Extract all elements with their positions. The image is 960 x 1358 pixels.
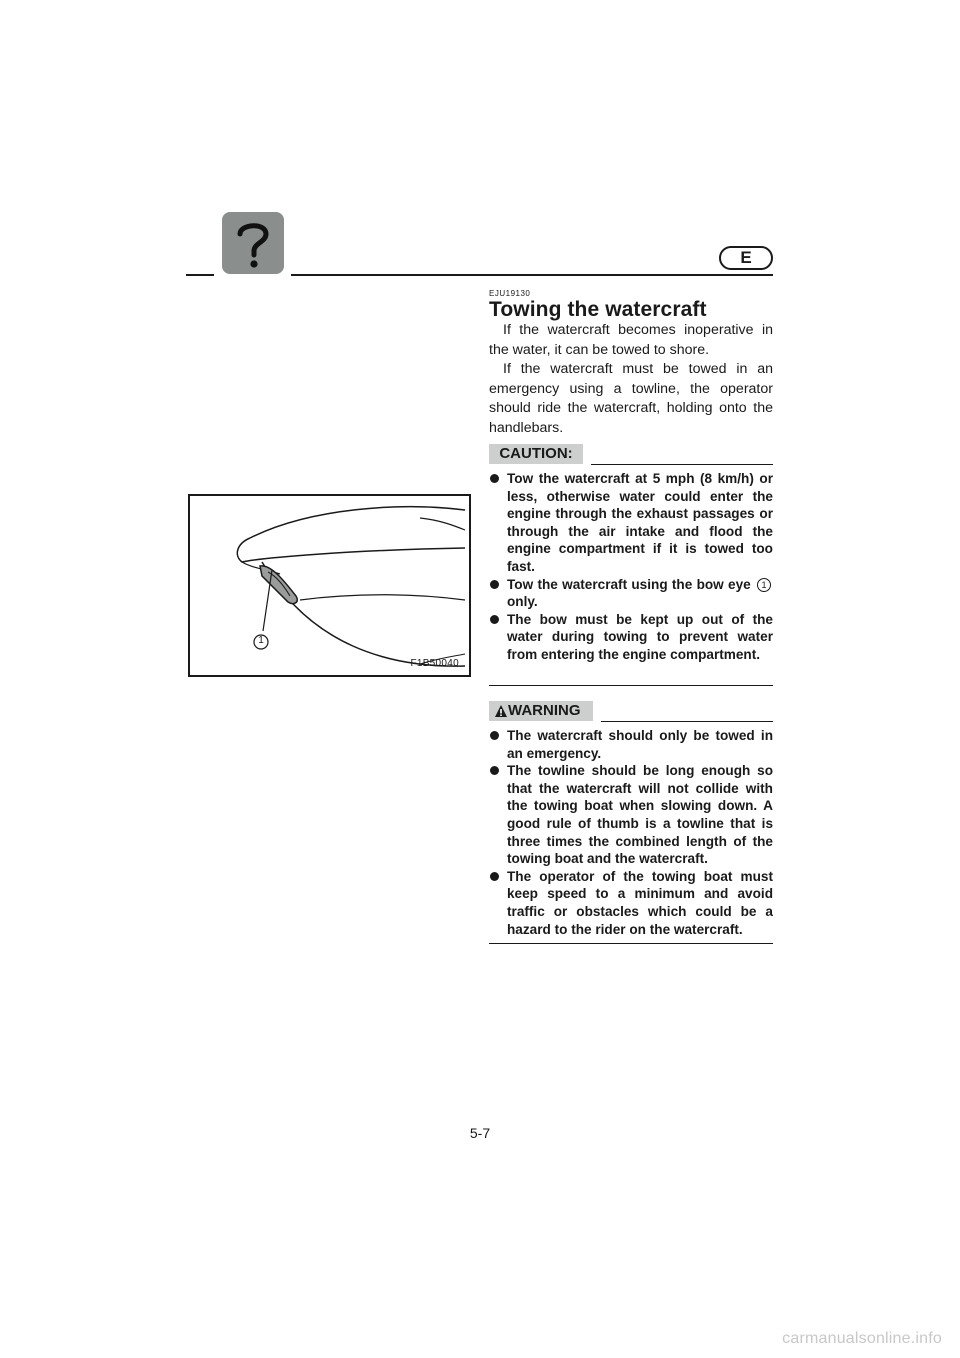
bullet-icon xyxy=(490,474,499,483)
watermark: carmanualsonline.info xyxy=(782,1330,942,1347)
caution-list xyxy=(489,470,773,664)
bullet-icon xyxy=(490,615,499,624)
caution-item: Tow the watercraft at 5 mph (8 km/h) or less, otherwise water could enter the engine through the exhaust passages or through the air intake and flood the engine compartment if it is towed too fast. xyxy=(489,470,773,576)
section-code: EJU19130 xyxy=(489,289,531,298)
warning-list xyxy=(489,727,773,938)
caution-item: Tow the watercraft using the bow eye 1 only. xyxy=(489,576,773,611)
warning-item: The towline should be long enough so that the watercraft will not collide with the towing boat when slowing down. A good rule of thumb is a towline that is three times the combined length of the towing boat and the watercraft. xyxy=(489,762,773,868)
watercraft-bow-illustration xyxy=(190,496,469,675)
bow-eye-marker: 1 xyxy=(757,578,771,592)
warning-label: WARNING xyxy=(489,701,593,721)
intro-paragraph-1: If the watercraft becomes inoperative in the water, it can be towed to shore. xyxy=(489,322,773,358)
bow-eye-figure xyxy=(188,494,471,677)
caution-label: CAUTION: xyxy=(489,444,583,464)
warning-top-rule xyxy=(601,721,773,722)
page-number: 5-7 xyxy=(469,1125,491,1141)
figure-callout-1: 1 xyxy=(258,635,264,646)
caution-item: The bow must be kept up out of the water during towing to prevent water from entering the engine compartment. xyxy=(489,611,773,664)
question-mark-icon xyxy=(222,212,284,274)
bullet-icon xyxy=(490,731,499,740)
bullet-icon xyxy=(490,872,499,881)
warning-triangle-icon xyxy=(494,704,508,718)
help-section-tab xyxy=(222,212,284,274)
intro-paragraph-2: If the watercraft must be towed in an emergency using a towline, the operator should ride the watercraft, holding onto the handlebars. xyxy=(489,361,773,436)
warning-item: The watercraft should only be towed in an emergency. xyxy=(489,727,773,762)
caution-bottom-rule xyxy=(489,685,773,686)
header-rule-left xyxy=(186,274,214,276)
warning-item: The operator of the towing boat must keep speed to a minimum and avoid traffic or obstacles which could be a hazard to the rider on the watercraft. xyxy=(489,868,773,938)
caution-top-rule xyxy=(591,464,773,465)
header-rule-right xyxy=(291,274,773,276)
bullet-icon xyxy=(490,766,499,775)
language-badge: E xyxy=(719,246,773,270)
figure-code: F1B50040 xyxy=(410,658,459,669)
section-title: Towing the watercraft xyxy=(489,298,707,321)
warning-bottom-rule xyxy=(489,943,773,944)
bullet-icon xyxy=(490,580,499,589)
